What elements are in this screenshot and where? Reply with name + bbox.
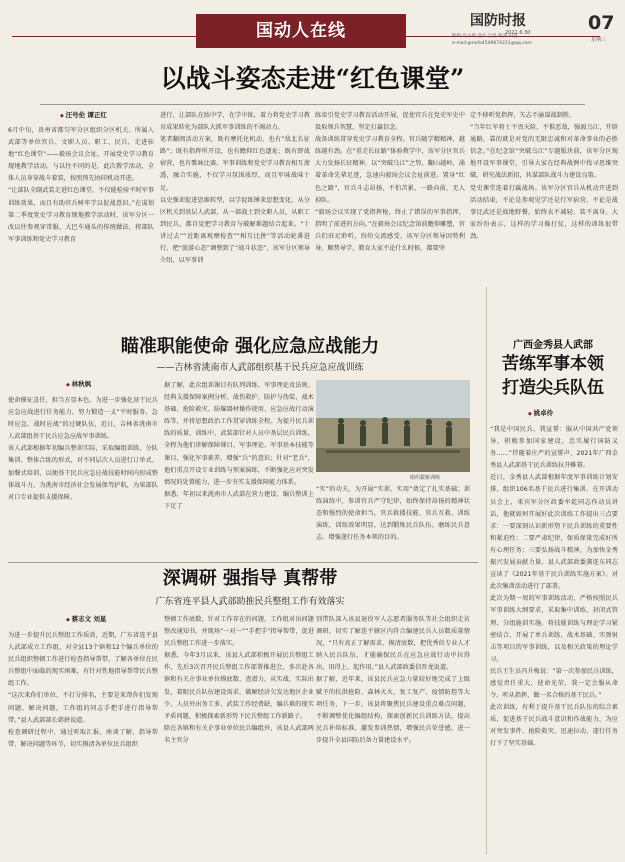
article1-rule: [40, 104, 585, 105]
article2-byline: ◆ 林秋枫: [66, 379, 91, 388]
article2-column-2: 据了解，此次组训课目有队列训练、军事理论及法规、经典支援保障案例分析、战伤救护、防护与伪装、战术基础、抢险救灾、防爆器材操作使用、应急应战行动演练等，并将思想政治工作贯穿训练全程。为提升民兵训练的质量，训练中，武装部针对人员中基层民兵训练，全程为他们讲解保障课目、军事理论、军事基本技能等课目，强化军事素养，增强“兵”的意识；针对“老兵”，他们重点开设专业训练与预案演练，不断强化应对突发情况的处置能力，进一步夯实支援保障能力体系。 据悉，年初以来洮南市人武部在营力建设、编兵整训上下足了: [164, 382, 314, 510]
page-weekday: 星期三: [591, 37, 607, 43]
paper-logo: 国防时报: [470, 13, 526, 29]
article3-headline: 深调研 强指导 真帮带: [162, 568, 338, 589]
article1-headline: 以战斗姿态走进“红色课堂”: [160, 64, 465, 93]
article3-byline: ◆ 蔡志文 刘星: [66, 614, 106, 623]
photo-caption: 组织拔桥训练: [410, 475, 441, 481]
section-title: 国动人在线: [196, 14, 406, 48]
article2-column-3: “实”的功夫，为开展“实训、实用”奠定了扎实基础；训练演练中，参训官兵严守纪律，始终保持昂扬的精神状态和强烈的使命担当，官兵救援技能、官兵互救、训练演练，训练效果明显，达到锻炼民兵队伍、磨练民兵意志、增强遂行任务本领的目的。: [316, 486, 470, 542]
article4-headline-line-1: 苦练军事本领: [502, 354, 604, 374]
article1-column-4: 定不移听党指挥，矢志不渝谋战制胜。 “当年红军将士不畏天险，不惧恶敌，强渡乌江，开辟通路，靠的就是对党的无限忠诚和对革命事业的必胜信念。”在纪念馆“突破乌江”专题版块前，该军分区现地开设军事课堂，引导大家在经典战例中找寻思维突破，研究战法新招，共谋部队战斗力建设良策。 党史课堂连着打赢战场。该军分区官兵从机动开进到活动结束，不论是参观见学还是行军宿营，不论是战事比武还是战地野餐，始终衣不减轻、装不离身。大家纷纷表示，这样的学习像打仗，这样的训练很带劲。: [470, 112, 618, 240]
article3-column-1: 为进一步提升民兵整组工作质效，近期，广东省连平县人武部成立工作组，对全县13个镇和12个编兵单位的民兵组织整顿工作进行检查指导帮带，了解各单位在民兵整组中面临的现实困难，有针对性地指导帮带民兵整组工作。 “这次来你们单位，不打分排名，主要是来帮你们发现问题、解决问题，工作组的同志手把手进行指导帮带。”县人武部部长韩拼说道。 检查调研过程中，通过听取汇报、座谈了解、指导帮带、解决问题等环节，切实摸清各单位民兵组织: [8, 632, 158, 748]
article4-kicker: 广西金秀县人武部: [513, 340, 593, 351]
soldiers-illustration: [316, 380, 470, 472]
training-photo: [316, 380, 470, 472]
article2-column-1: 使命催征喜任，担当方显本色。为进一步强化基干民兵应急应战进行任务能力，努力锻造一支“平时服务、急时应急、战时应战”的过硬队伍，近日，吉林省洮南市人武部组基干民兵应急应战军事训练。 该人武部根据年初编兵整训实际，采取编组训练、分队集训、整体合练的形式，对不同层次人员进行订单式、加餐式培训，以便基干民兵应急应战技能时间内形成整体战斗力，为洮南市经济社会发展保驾护航，为果部队对口专业提供支援保障。: [8, 397, 158, 501]
article1-column-3: 练牵引党史学习教育活动开展，促使官兵在党史军史中汲取领兵智慧，坚定打赢信念。 战备训练贯穿党史学习教育全程。官兵随学精精神，越练越有劲。在“重走长征路”体验教学中，该军分区官兵大力发扬长征精神，以“突破乌江”之势，翻山越岭，涌着革命先辈足迹，急速向毅玚会议会址前进。置身“红色之路”，官兵斗志昂扬，不怕苦累，一路向前，无人掉队。 “毅玚会议实现了党指挥枪，终止了错误的军事指挥，指明了前进的方向。”在毅玚会议纪念馆前瞻仰雕塑，官兵们驻足聆听，纷纷交流感受，该军分区领导因势利导，顺势导学，教育大家不论什么时候，都要坚: [315, 112, 465, 253]
article2-subheadline: ——吉林省洮南市人武部组织基干民兵应急应战训练: [156, 363, 364, 373]
article3-column-2: 整顿工作底数，针对工作存在的问题，工作组对出问题整改通知书，并现场“一对一”“手把手”指导帮带，促进民兵整组工作进一步落实。 据悉，今年3月以来，该县人武部积极开展民兵整组工作，先后3次召开民兵整组工作部署推进会，多次赴各镇和有关企事业单位摸底数、查潜力，从实战、实际出发，着眼民兵队伍建设需求，破解经济欠发达地区企业少、人员外出务工多、武装工作经费缺、编兵难的现实矛盾问题，积极探索新形势下民兵整组工作新路子。 除在各镇和有关企事业单位民兵编组外，该县人武部两名主官分: [164, 616, 314, 744]
page-number: 07: [588, 12, 615, 34]
article2-headline: 瞄准职能使命 强化应急应战能力: [120, 336, 380, 357]
page-date: 2021.6.30: [505, 30, 531, 36]
article3-subheadline: 广东省连平县人武部助推民兵整组工作有效落实: [155, 597, 345, 607]
article1-byline: ◆ 汪号伦 谭正红: [60, 110, 107, 119]
article4-column-1: “我是中国民兵，我宣誓：服从中国共产党领导，积极参加国家建设，忠实履行国防义务……”伴随着庄严的宣誓声，2021年广西金秀县人武部基干民兵训练拉开帷幕。 近日，金秀县人武部根据年度军事训练计划安排，组织106名基干民兵进行集训。在开训动员会上，来宾军分区政委牟乾同志作动员讲话，他就如何开展好此次训练工作提出三点要求：一要深刻认识新形势下民兵训练的重要性和紧迫性；二要严肃纪律，保质保量完成好所有心理任务；三要弘扬战斗精神，为加快金秀振兴发展贡献力量。县人武部政委龚连东同志宣读了《2021年基干民兵训练实施方案》。对此次集训活动进行了部署。 此次为期一周的军事训练活动，严格按照民兵军事训练大纲要求，采取集中训练、封闭式管理、分组施训实施。将技能训练与理论学习紧密结合，开展了单兵训练、战术基础、实弹射击等项目的军事训练，以及相关政策的理论学习。 民兵王生员冯升梅说：“第一次参加民兵训练，感觉责任重大，使命光荣，我一定会服从命令，听从指挥，做一名合格的基干民兵。” 此次训练，有利于提升基干民兵队伍的综合素质，促进基干民兵战斗意识和作战能力，为应对突发事件、抢险救灾、迅速拉动，遂行任务打下了坚实基础。: [490, 426, 618, 748]
article3-column-3: 别带队深入该县退役军人志愿者服务队等社会组织走访调研，切实了解连平辖区内符合编建民兵人员数质量情况，“只有真正了解需求、摸清底数，把优秀的专业人才纳入民兵队伍，才能确保民兵在应急应战行动中拉得出、用得上、起作用。”县人武部政委信晋龙说道。 据了解，近年来，该县民兵应急力量较好地完成了上级赋予的抗洪抢险、森林灭火、复工复产、疫情防控等大项任务，下一步，该县将聚焦民兵建设重点难点问题，不断调整优化编组结构，探索创新民兵训练方法，提高民兵补给标准，激发参训热情，增强民兵荣誉感，进一步提升全县国防后备力量建设水平。: [316, 616, 470, 744]
article3-rule: [8, 562, 478, 563]
article1-column-1: 6月中旬，贵州省都匀军分区组织分区机关、所属人武部等单位官兵、文职人员、职工、民兵，走进驻地“红色课堂”——毅玚会议会址，开展党史学习教育现地教学活动。与以往不同的是，此次教学活动，全体人员身穿战斗着装，按照预先协同机动开进。 “让部队全副武装走进红色课堂，不仅能检验平时军事训练效果，而且有助官兵树牢学以促战意识。”在谋划第二季度党史学习教育现地教学活动时，该军分区一改以往参观穿常服、大巴车通头的传统做法，将部队军事训练和党史学习教育: [8, 127, 154, 243]
article1-column-2: 进行，让部队在练中学，在学中练，着力将党史学习教育成果转化为部队大抓军事训练的不竭动力。 笔者翻阅活动方案，既有摩托化机动，也有“敌北长征路”；既有指挥所开设，也有瞻仰红色遗址；既有野战宿营，也有歌咏比赛。军事训练和党史学习教育相互渗透，融合实施，不仅学习氛围浓厚，而且军味战味十足。 以史强训促进思维转型，以学促练锤来思想变化。从分区机关到基层人武部，从一部战士到文职人员，从职工到民兵，都自觉把学习教育与破解难题结合起来。“十讲过去”“近距离观摩检查”“相互比拼”等活动轮番进行，把“旅游心态”调整到了“战斗状态”，该军分区领导介绍，以军事训: [160, 112, 310, 265]
editor-email: e-mail:gmofe4549674311@qq.com: [452, 41, 532, 46]
article4-headline-line-2: 打造尖兵队伍: [502, 378, 604, 398]
editor-credits: 编辑 许小瑞 设计 吕昌 校对 田磊: [452, 34, 518, 39]
article4-byline: ◆ 姚卓伶: [528, 408, 553, 417]
